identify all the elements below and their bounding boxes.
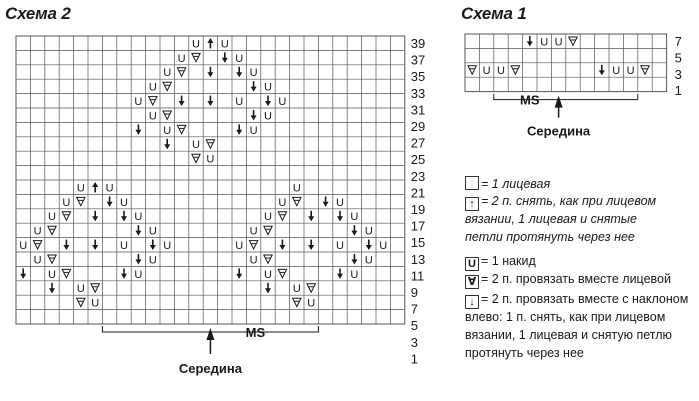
schema2-k2tog-symbol (278, 269, 286, 277)
k2tog-path (48, 255, 56, 263)
k2tog-path (149, 97, 157, 105)
schema2-yo-symbol: U (120, 240, 128, 252)
schema2-yo-symbol: U (76, 283, 85, 296)
legend-k2tog-text: = 2 п. провязать вместе лицевой (481, 272, 671, 286)
schema2-yo-symbol: U (249, 254, 258, 267)
schema2-yo-symbol: U (91, 297, 100, 310)
schema2-row-label: 35 (410, 69, 426, 85)
schema2-sk2p-head (92, 182, 98, 187)
schema2-yo-symbol: U (350, 211, 359, 224)
k2tog-path (468, 66, 476, 74)
schema1-row-label: 7 (674, 34, 682, 49)
schema1-k2tog-symbol (641, 66, 649, 74)
schema2-k2tog-symbol (163, 82, 171, 90)
k2tog-path (77, 197, 85, 205)
legend-ssk-text-3: вязании, 1 лицевая и снятую петлю (465, 328, 672, 342)
schema2-row-label: 29 (410, 119, 426, 134)
schema2-yo-symbol: U (163, 67, 172, 80)
schema2-k2tog-symbol (149, 97, 157, 105)
legend-sk2p-text-1: = 2 п. снять, как при лицевом (481, 194, 657, 208)
legend-sk2p-text-3: петли протянуть через нее (465, 230, 635, 244)
schema1-ssk-head (599, 70, 605, 75)
schema2-k2tog-symbol (307, 284, 315, 292)
schema2-k2tog-symbol (91, 284, 99, 292)
legend-knit-text: = 1 лицевая (481, 177, 551, 191)
schema2-ssk-head (251, 115, 257, 120)
schema2-k2tog-symbol (177, 125, 185, 133)
schema2-ssk-head (135, 130, 141, 135)
schema2-yo-symbol: U (278, 96, 287, 108)
schema2-row-label: 39 (410, 36, 426, 51)
schema2-ssk-head (236, 72, 242, 77)
schema2-ssk-head (179, 101, 185, 106)
schema2-yo-symbol: U (220, 38, 229, 51)
k2tog-path (293, 298, 301, 306)
schema2-ssk-head (366, 245, 372, 250)
schema2-row-label: 25 (410, 152, 426, 168)
knit-symbol-icon (465, 176, 479, 190)
schema2-row-label: 7 (410, 301, 419, 317)
schema2-row-label: 13 (410, 251, 426, 267)
schema2-yo-symbol: U (163, 124, 172, 137)
schema2-ssk-head (121, 216, 127, 221)
schema2-ssk-head (135, 231, 141, 236)
legend-sk2p-text-2: вязании, 1 лицевая и снятые (465, 212, 637, 226)
schema2-yo-symbol: U (134, 96, 143, 108)
schema1-yo-symbol: U (554, 36, 563, 49)
schema2-ssk-head (337, 216, 343, 221)
schema2-ssk-head (63, 245, 69, 250)
k2tog-path (62, 212, 70, 220)
schema2-k2tog-symbol (33, 241, 41, 249)
k2tog-path (569, 37, 577, 45)
schema2-yo-symbol: U (278, 196, 287, 209)
schema2-yo-symbol: U (350, 268, 359, 281)
schema2-row-label: 9 (410, 285, 419, 300)
schema2-ssk-head (308, 245, 314, 250)
schema2-ssk-head (207, 101, 213, 106)
schema1-ssk-head (527, 41, 533, 46)
schema2-ssk-head (251, 87, 257, 92)
schema2-ssk-head (135, 259, 141, 264)
schema2-k2tog-symbol (293, 298, 301, 306)
ssk-arrow-icon: ↓ (465, 295, 479, 309)
schema1-ms-label: MS (520, 92, 540, 108)
schema2-ssk-head (92, 216, 98, 221)
schema1-yo-symbol: U (482, 65, 491, 78)
schema2-center-label: Середина (178, 361, 242, 376)
schema2-yo-symbol: U (163, 240, 172, 252)
schema2-yo-symbol: U (134, 211, 143, 224)
schema2-yo-symbol: U (249, 225, 258, 238)
legend-ssk-text-1: = 2 п. провязать вместе с наклоном (481, 292, 689, 306)
k2tog-path (278, 212, 286, 220)
schema2-yo-symbol: U (48, 211, 56, 224)
schema2-k2tog-symbol (206, 140, 214, 148)
schema1-title: Схема 1 (461, 4, 527, 23)
schema2-yo-symbol: U (76, 182, 85, 195)
schema2-row-label: 11 (410, 268, 425, 284)
schema2-yo-symbol: U (105, 182, 114, 195)
legend-ssk (465, 290, 688, 309)
schema2-k2tog-symbol (48, 226, 56, 234)
schema2-yo-symbol: U (148, 254, 157, 267)
schema1-k2tog-symbol (468, 66, 476, 74)
k2tog-path (206, 140, 214, 148)
schema2-yo-symbol: U (148, 81, 157, 94)
schema2-yo-symbol: U (264, 81, 272, 94)
schema2-k2tog-symbol (48, 255, 56, 263)
schema2-ssk-head (150, 245, 156, 250)
schema2-yo-symbol: U (307, 297, 316, 310)
schema2-ssk-head (265, 288, 271, 293)
schema2-center-arrow-head (206, 328, 214, 340)
schema2-k2tog-symbol (177, 68, 185, 76)
schema1-k2tog-symbol (511, 66, 519, 74)
schema2-k2tog-symbol (192, 154, 200, 162)
k2tog-path (249, 241, 257, 249)
schema2-yo-symbol: U (292, 182, 301, 195)
yo-symbol-icon: U (465, 257, 479, 271)
schema2-row-label: 21 (410, 185, 426, 201)
schema2-yo-symbol: U (192, 139, 200, 152)
schema2-yo-symbol: U (177, 52, 186, 65)
schema2-row-label: 27 (410, 135, 426, 151)
legend-k2tog (465, 270, 671, 289)
schema2-yo-symbol: U (336, 196, 344, 209)
k2tog-path (177, 68, 185, 76)
schema2-k2tog-symbol (264, 226, 272, 234)
k2tog-path (177, 125, 185, 133)
k2tog-path (77, 298, 85, 306)
legend-ssk-text-2: влево: 1 п. снять, как при лицевом (465, 310, 666, 324)
schema2-ms-label: MS (245, 325, 266, 340)
schema2-ssk-head (323, 202, 329, 207)
schema2-ssk-head (236, 274, 242, 279)
k2tog-path (163, 82, 171, 90)
schema2-yo-symbol: U (264, 211, 272, 224)
schema2-row-label: 5 (410, 318, 419, 334)
schema2-sk2p-head (207, 38, 213, 43)
schema2-ssk-head (265, 101, 271, 106)
schema2-yo-symbol: U (292, 283, 301, 296)
schema2-yo-symbol: U (264, 268, 272, 281)
k2tog-symbol-icon: ∀ (465, 275, 479, 289)
k2tog-path (641, 66, 649, 74)
schema2-ssk-head (20, 274, 26, 279)
k2tog-path (48, 226, 56, 234)
k2tog-path (192, 154, 200, 162)
schema1-yo-symbol: U (497, 65, 505, 78)
schema2-ssk-head (351, 259, 357, 264)
schema2-ssk-head (236, 130, 242, 135)
legend-yo (465, 252, 536, 271)
schema2-ssk-head (164, 144, 170, 149)
schema2-row-label: 23 (410, 168, 426, 184)
schema2-title: Схема 2 (5, 4, 71, 23)
k2tog-path (192, 53, 200, 61)
k2tog-path (278, 269, 286, 277)
schema2-k2tog-symbol (293, 197, 301, 205)
schema1-yo-symbol: U (540, 36, 549, 49)
schema2-row-label: 19 (410, 202, 426, 217)
schema2-yo-symbol: U (235, 52, 244, 65)
schema2-k2tog-symbol (264, 255, 272, 263)
schema2-yo-symbol: U (364, 225, 373, 238)
schema2-row-label: 1 (410, 351, 419, 367)
schema2-yo-symbol: U (235, 96, 244, 108)
schema2-row-label: 3 (410, 334, 419, 350)
schema2-yo-symbol: U (249, 67, 258, 80)
schema2-yo-symbol: U (249, 124, 258, 137)
schema2-yo-symbol: U (192, 38, 200, 51)
schema2-row-label: 33 (410, 85, 426, 101)
schema2-row-label: 31 (410, 102, 426, 118)
schema2-row-label: 37 (410, 52, 426, 68)
schema2-yo-symbol: U (206, 153, 215, 166)
schema2-yo-symbol: U (120, 196, 128, 209)
k2tog-path (264, 226, 272, 234)
schema2-k2tog-symbol (163, 111, 171, 119)
schema1-row-label: 5 (674, 50, 682, 66)
schema2-yo-symbol: U (19, 240, 28, 252)
k2tog-path (33, 241, 41, 249)
schema1-ms-bracket (494, 94, 638, 100)
schema2-yo-symbol: U (134, 268, 143, 281)
schema2-k2tog-symbol (192, 53, 200, 61)
schema1-center-arrow-head (555, 96, 563, 108)
schema2-k2tog-symbol (62, 212, 70, 220)
schema2-ssk-head (121, 274, 127, 279)
schema1-row-label: 3 (674, 66, 682, 82)
schema2-yo-symbol: U (148, 110, 157, 123)
schema2-ssk-head (207, 72, 213, 77)
schema2-k2tog-symbol (249, 241, 257, 249)
schema2-ssk-head (107, 202, 113, 207)
legend-sk2p (465, 192, 656, 211)
schema2-yo-symbol: U (264, 110, 272, 123)
k2tog-path (91, 284, 99, 292)
schema2-ssk-head (308, 216, 314, 221)
schema2-yo-symbol: U (336, 240, 344, 252)
schema2-k2tog-symbol (62, 269, 70, 277)
schema2-ssk-head (337, 274, 343, 279)
schema1-k2tog-symbol (569, 37, 577, 45)
schema1-yo-symbol: U (612, 65, 621, 78)
k2tog-path (163, 111, 171, 119)
k2tog-path (307, 284, 315, 292)
schema2-k2tog-symbol (77, 197, 85, 205)
schema2-k2tog-symbol (278, 212, 286, 220)
schema2-row-label: 17 (410, 218, 426, 234)
schema2-ssk-head (351, 231, 357, 236)
schema2-yo-symbol: U (364, 254, 373, 267)
schema2-yo-symbol: U (33, 225, 42, 238)
schema1-center-label: Середина (527, 123, 591, 139)
schema2-ssk-head (279, 245, 285, 250)
legend-yo-text: = 1 накид (481, 254, 536, 268)
k2tog-path (62, 269, 70, 277)
k2tog-path (264, 255, 272, 263)
schema2-yo-symbol: U (148, 225, 157, 238)
schema2-yo-symbol: U (62, 196, 71, 209)
sk2p-arrow-icon: ↑ (465, 197, 479, 211)
k2tog-path (293, 197, 301, 205)
schema2-ssk-head (49, 288, 55, 293)
schema2-k2tog-symbol (77, 298, 85, 306)
schema1-row-label: 1 (674, 83, 682, 99)
schema2-row-label: 15 (410, 235, 426, 251)
schema1-yo-symbol: U (626, 65, 635, 78)
k2tog-path (511, 66, 519, 74)
schema2-ssk-head (222, 58, 228, 63)
schema2-yo-symbol: U (379, 240, 388, 252)
legend-ssk-text-4: протянуть через нее (465, 346, 584, 360)
schema2-yo-symbol: U (33, 254, 42, 267)
schema2-yo-symbol: U (48, 268, 56, 281)
schema2-yo-symbol: U (235, 240, 244, 252)
schema2-ssk-head (92, 245, 98, 250)
